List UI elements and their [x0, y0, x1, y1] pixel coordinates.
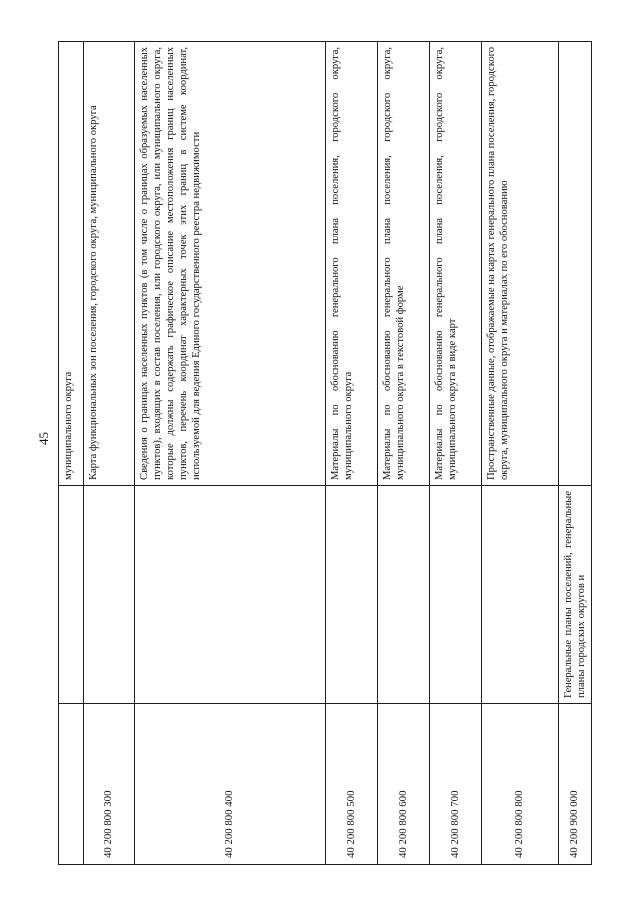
name-cell: [135, 486, 326, 704]
name-cell: [482, 486, 559, 704]
table-row-header-continuation: [59, 42, 84, 865]
table-row: [378, 42, 430, 865]
description-cell: Материалы по обоснованию генерального плана поселения, городского округа, муниципального округа в текстовой форме: [378, 42, 430, 486]
name-cell: Генеральные планы поселений, генеральные планы городских округов и: [559, 486, 592, 704]
description-cell: Материалы по обоснованию генерального плана поселения, городского округа, муниципального округа: [326, 42, 378, 486]
description-cell: Пространственные данные, отображаемые на картах генерального плана поселения, городского округа, муниципального округа и материалах по его обоснованию: [482, 42, 559, 486]
code-cell: [59, 704, 84, 865]
description-cell: [559, 42, 592, 486]
table-row: [559, 42, 592, 865]
code-cell: 40 200 800 600: [378, 704, 430, 865]
code-cell: 40 200 800 300: [84, 704, 135, 865]
code-cell: 40 200 800 800: [482, 704, 559, 865]
page-number: 45: [36, 432, 51, 445]
name-cell: [326, 486, 378, 704]
description-cell: Материалы по обоснованию генерального плана поселения, городского округа, муниципального округа в виде карт: [430, 42, 482, 486]
table-row: [84, 42, 135, 865]
code-cell: 40 200 800 500: [326, 704, 378, 865]
code-cell: 40 200 800 400: [135, 704, 326, 865]
classifier-table: [58, 41, 592, 865]
table-row: [482, 42, 559, 865]
description-cell: муниципального округа: [59, 42, 84, 486]
description-cell: Сведения о границах населенных пунктов (в том числе о границах образуемых населенных пунктов), входящих в состав поселения, или городского округа, или муниципального округа, которые должны содержать графическое описание местоположения границ населенных пунктов, перечень координат характерных точек этих границ в системе координат, используемой для ведения Единого государственного реестра недвижимости: [135, 42, 326, 486]
table-row: [430, 42, 482, 865]
code-cell: 40 200 900 000: [559, 704, 592, 865]
name-cell: [430, 486, 482, 704]
rotated-table-container: [58, 42, 588, 865]
name-cell: [378, 486, 430, 704]
name-cell: [59, 486, 84, 704]
table-row: [326, 42, 378, 865]
table-row: [135, 42, 326, 865]
description-cell: Карта функциональных зон поселения, городского округа, муниципального округа: [84, 42, 135, 486]
name-cell: [84, 486, 135, 704]
code-cell: 40 200 800 700: [430, 704, 482, 865]
